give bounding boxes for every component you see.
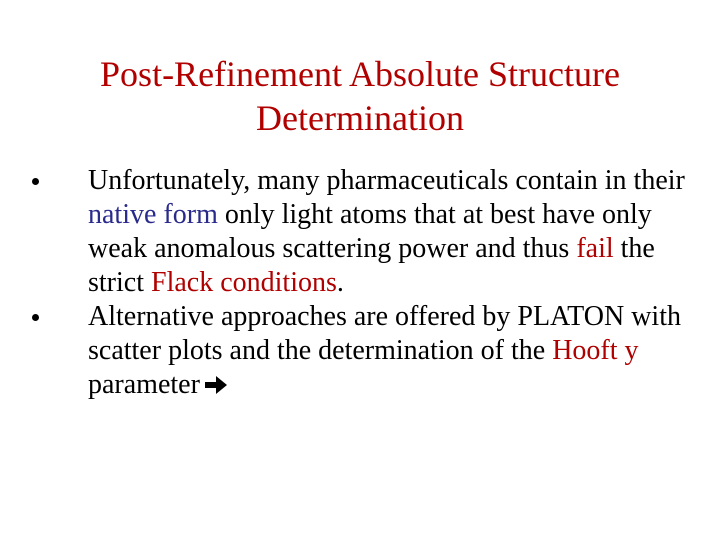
arrow-right-icon [204,375,228,395]
bullet-1-highlight-fail: fail [576,233,614,264]
bullet-text-1 [88,165,685,298]
bullet-1-text-b: only light atoms that at best have only weak anomalous scattering power and thus [88,199,652,264]
bullet-item-1 [28,164,688,300]
bullet-2-text-b: parameter [88,369,200,400]
bullet-1-text-a: Unfortunately, many pharmaceuticals contain in their [88,165,685,196]
slide-title [20,52,700,140]
slide-title-line-2: Determination [256,98,464,138]
bullet-1-highlight-flack-conditions: Flack conditions [151,267,337,298]
bullet-item-2 [28,300,688,402]
bullet-list [28,164,688,402]
bullet-1-highlight-native-form: native form [88,199,218,230]
bullet-2-highlight-hooft-y: Hooft y [552,335,639,366]
bullet-2-text-a: Alternative approaches are offered by PLATON with scatter plots and the determination of the [88,301,681,366]
slide-title-line-1: Post-Refinement Absolute Structure [100,54,620,94]
bullet-1-text-d: . [336,267,344,298]
bullet-text-2 [88,301,681,400]
bullet-1-text-c: the strict [88,233,655,298]
